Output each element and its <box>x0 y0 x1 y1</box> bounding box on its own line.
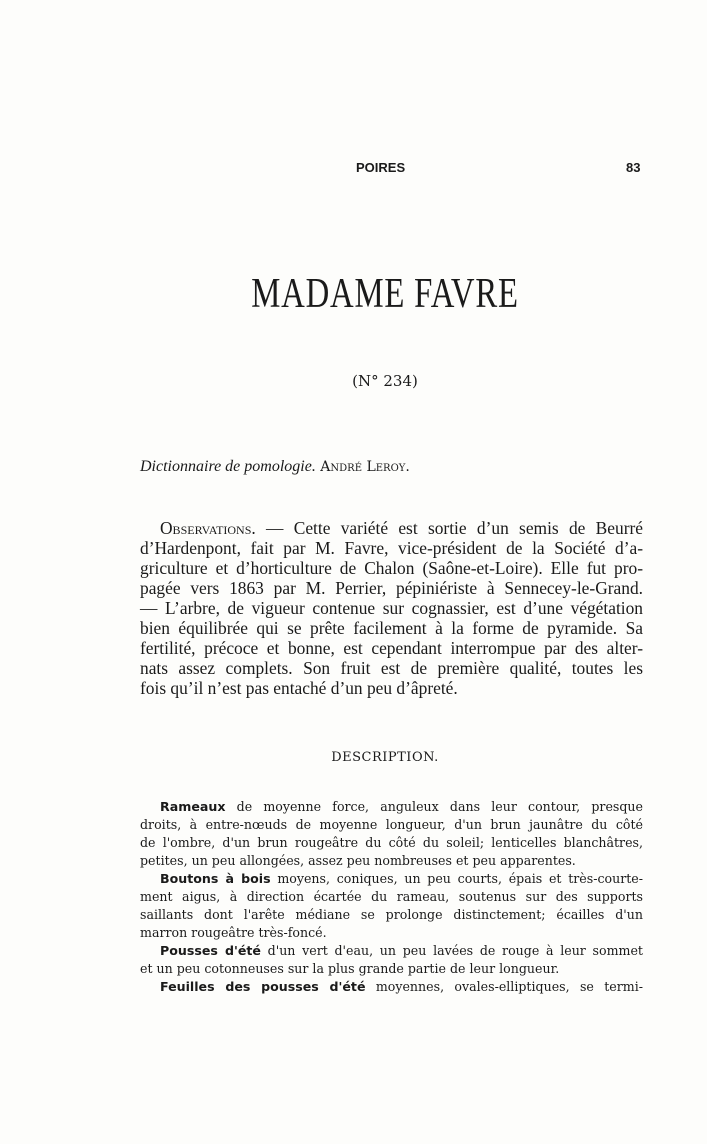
citation-work: Dictionnaire de pomologie. <box>140 458 316 475</box>
text-line: Boutons à bois moyens, coniques, un peu courts, épais et très-courte- <box>160 871 643 886</box>
text-line: fertilité, précoce et bonne, est cependant interrompue par des alter- <box>140 638 643 658</box>
text-line: petites, un peu allongées, assez peu nombreuses et peu apparentes. <box>140 853 576 868</box>
page-number: 83 <box>626 160 641 175</box>
term-rameaux: Rameaux <box>160 799 226 814</box>
text-line: Feuilles des pousses d'été moyennes, ovales-elliptiques, se termi- <box>160 979 643 994</box>
text-line: saillants dont l'arête médiane se prolonge distinctement; écailles d'un <box>140 907 643 922</box>
running-title: POIRES <box>356 160 406 175</box>
text-line: nats assez complets. Son fruit est de première qualité, toutes les <box>140 658 643 678</box>
text-line: ment aigus, à direction écartée du rameau, soutenus sur des supports <box>140 889 643 904</box>
text-line: griculture et d’horticulture de Chalon (Saône-et-Loire). Elle fut pro- <box>140 558 643 578</box>
citation-author: André Leroy. <box>320 459 410 475</box>
citation <box>140 458 410 476</box>
variety-number: (N° 234) <box>352 372 418 390</box>
text-line: Pousses d'été d'un vert d'eau, un peu lavées de rouge à leur sommet <box>160 943 643 958</box>
text-line: et un peu cotonneuses sur la plus grande partie de leur longueur. <box>140 961 560 976</box>
term-feuilles: Feuilles des pousses d'été <box>160 979 366 994</box>
text-line: — L’arbre, de vigueur contenue sur cognassier, est d’une végétation <box>140 598 643 618</box>
text-line: droits, à entre-nœuds de moyenne longueur, d'un brun jaunâtre du côté <box>140 817 643 832</box>
term-pousses: Pousses d'été <box>160 943 261 958</box>
term-boutons: Boutons à bois <box>160 871 271 886</box>
section-heading: DESCRIPTION. <box>331 750 439 765</box>
page-title: MADAME FAVRE <box>251 271 519 317</box>
text-line: Rameaux de moyenne force, anguleux dans leur contour, presque <box>160 799 643 814</box>
text-line: marron rougeâtre très-foncé. <box>140 925 327 940</box>
observations-label: Observations. <box>160 518 256 538</box>
text-line: pagée vers 1863 par M. Perrier, pépiniériste à Sennecey-le-Grand. <box>140 578 643 598</box>
text-line: fois qu’il n’est pas entaché d’un peu d’âpreté. <box>140 678 458 698</box>
text-line: de l'ombre, d'un brun rougeâtre du côté du soleil; lenticelles blanchâtres, <box>140 835 643 850</box>
text-line: bien équilibrée qui se prête facilement à la forme de pyramide. Sa <box>140 618 643 638</box>
text-line: d’Hardenpont, fait par M. Favre, vice-président de la Société d’a- <box>140 538 643 558</box>
text-line: Observations. — Cette variété est sortie d’un semis de Beurré <box>160 518 643 538</box>
